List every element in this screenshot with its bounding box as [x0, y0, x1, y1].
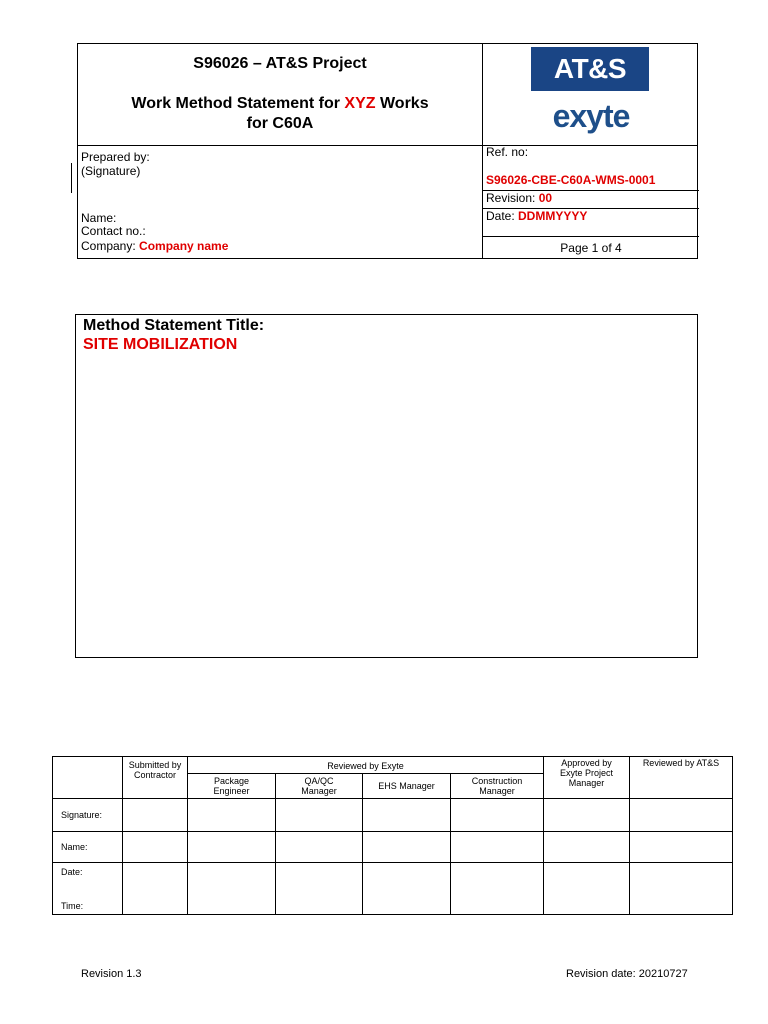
date-time-cell[interactable] [123, 863, 188, 915]
method-statement-title-label: Method Statement Title: [83, 317, 265, 334]
wms-highlight: XYZ [344, 95, 376, 112]
footer-revision-date: Revision date: 20210727 [566, 968, 688, 980]
name-cell[interactable] [276, 832, 363, 863]
document-header [77, 43, 698, 259]
ats-logo: AT&S [531, 47, 649, 91]
approved-header: Approved by Exyte Project Manager [544, 757, 630, 799]
wms-suffix: Works [375, 95, 429, 112]
page-indicator: Page 1 of 4 [560, 241, 622, 255]
ref-label: Ref. no: [486, 145, 529, 159]
name-row [53, 832, 733, 863]
date-time-cell[interactable] [363, 863, 451, 915]
name-cell[interactable] [363, 832, 451, 863]
signature-cell[interactable] [544, 799, 630, 832]
method-statement-box [75, 314, 698, 658]
wms-line2: for C60A [246, 115, 314, 132]
date-time-cell[interactable] [630, 863, 733, 915]
header-divider-vertical [482, 44, 483, 258]
date-value: DDMMYYYY [518, 209, 588, 223]
date-label: Date: [486, 209, 519, 223]
name-cell[interactable] [630, 832, 733, 863]
header-divider-horizontal [78, 145, 697, 146]
submitted-header: Submitted by Contractor [123, 757, 188, 799]
signature-cell[interactable] [276, 799, 363, 832]
company-label: Company: [81, 239, 140, 253]
date-field [486, 209, 587, 223]
signature-cell[interactable] [188, 799, 276, 832]
date-time-row [53, 863, 733, 915]
date-time-cell[interactable] [188, 863, 276, 915]
name-cell[interactable] [544, 832, 630, 863]
signature-cell[interactable] [363, 799, 451, 832]
date-time-cell[interactable] [544, 863, 630, 915]
date-divider [483, 236, 699, 237]
date-time-cell[interactable] [276, 863, 363, 915]
prepared-by-label: Prepared by: [81, 150, 150, 164]
name-label: Name: [81, 211, 117, 225]
company-field [81, 239, 228, 253]
construction-header: Construction Manager [451, 774, 544, 799]
wms-prefix: Work Method Statement for [131, 95, 345, 112]
signature-mark [71, 163, 72, 193]
date-time-cell[interactable] [451, 863, 544, 915]
revision-field [486, 191, 552, 205]
name-cell[interactable] [188, 832, 276, 863]
qaqc-header: QA/QC Manager [276, 774, 363, 799]
method-statement-title-value: SITE MOBILIZATION [83, 336, 238, 353]
footer-revision: Revision 1.3 [81, 968, 142, 980]
signature-row [53, 799, 733, 832]
reviewed-exyte-header: Reviewed by Exyte [188, 757, 544, 774]
date-row-label: Date: [61, 867, 83, 877]
signature-label: (Signature) [81, 164, 141, 178]
time-row-label: Time: [61, 901, 84, 911]
ehs-header: EHS Manager [363, 774, 451, 799]
contact-label: Contact no.: [81, 224, 146, 238]
wms-title [78, 94, 482, 134]
revision-value: 00 [538, 191, 553, 205]
signature-cell[interactable] [123, 799, 188, 832]
signature-cell[interactable] [630, 799, 733, 832]
ref-value: S96026-CBE-C60A-WMS-0001 [486, 173, 656, 187]
revision-label: Revision: [486, 191, 539, 205]
project-title: S96026 – AT&S Project [193, 55, 367, 72]
date-time-label [53, 863, 123, 915]
exyte-logo: exyte [552, 98, 630, 134]
signature-cell[interactable] [451, 799, 544, 832]
approval-corner-cell [53, 757, 123, 799]
package-engineer-header: Package Engineer [188, 774, 276, 799]
reviewed-ats-header: Reviewed by AT&S [630, 757, 733, 799]
approval-table [52, 756, 733, 915]
name-row-label: Name: [53, 832, 123, 863]
name-cell[interactable] [451, 832, 544, 863]
name-cell[interactable] [123, 832, 188, 863]
company-value: Company name [139, 239, 229, 253]
signature-row-label: Signature: [53, 799, 123, 832]
